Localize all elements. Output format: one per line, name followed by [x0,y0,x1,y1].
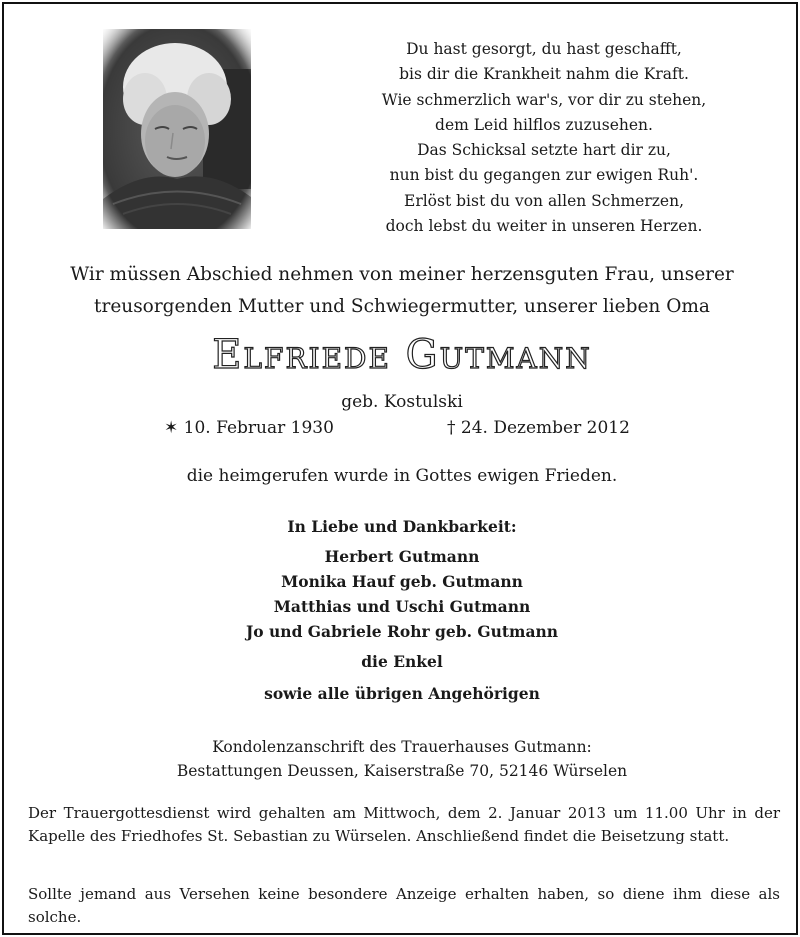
poem-line: Das Schicksal setzte hart dir zu, [417,141,671,160]
poem-line: bis dir die Krankheit nahm die Kraft. [399,65,689,84]
mourner-name: Monika Hauf geb. Gutmann [281,572,523,591]
mourners-list [4,514,800,706]
notice-footnote: Sollte jemand aus Versehen keine besondere Anzeige erhalten haben, so diene ihm diese als solche. [28,885,780,926]
other-relatives: sowie alle übrigen Angehörigen [264,684,540,703]
gone-text: die heimgerufen wurde in Gottes ewigen Frieden. [186,466,618,486]
mourner-name: Jo und Gabriele Rohr geb. Gutmann [245,622,559,641]
birth-date-text: 10. Februar 1930 [183,418,334,438]
memorial-poem [304,37,784,239]
funeral-service-text: Der Trauergottesdienst wird gehalten am Mittwoch, dem 2. Januar 2013 um 11.00 Uhr in der Kapelle des Friedhofes St. Sebastian zu Würselen. Anschließend findet die Beisetzung statt. [28,804,780,845]
poem-line: doch lebst du weiter in unseren Herzen. [385,217,703,236]
mourners-heading: In Liebe und Dankbarkeit: [287,517,517,536]
poem-line: Wie schmerzlich war's, vor dir zu stehen, [381,90,707,109]
birth-date [164,418,334,438]
grandchildren: die Enkel [361,652,443,671]
poem-line: Erlöst bist du von allen Schmerzen, [404,191,684,210]
poem-line: Du hast gesorgt, du hast geschafft, [406,40,682,58]
birth-name: geb. Kostulski [341,392,463,412]
intro-line: treusorgenden Mutter und Schwiegermutter, unserer lieben Oma [94,296,710,317]
poem-line: dem Leid hilflos zuzusehen. [435,115,653,134]
condolence-line: Bestattungen Deussen, Kaiserstraße 70, 52146 Würselen [176,762,628,780]
intro-text [4,259,800,323]
portrait-image [103,29,251,229]
birth-star-icon: ✶ [164,418,179,438]
poem-line: nun bist du gegangen zur ewigen Ruh'. [389,166,699,185]
death-date [447,418,630,438]
mourner-name: Matthias und Uschi Gutmann [273,597,531,616]
death-date-text: 24. Dezember 2012 [460,418,630,438]
obituary-notice [2,2,798,935]
condolence-line: Kondolenzanschrift des Trauerhauses Gutmann: [212,738,592,756]
portrait-photo [103,29,251,229]
mourner-name: Herbert Gutmann [324,547,480,566]
deceased-name: Elfriede Gutmann [212,332,592,378]
intro-line: Wir müssen Abschied nehmen von meiner herzensguten Frau, unserer [70,264,734,285]
death-cross-icon: † [447,418,456,438]
condolence-address [4,735,800,783]
